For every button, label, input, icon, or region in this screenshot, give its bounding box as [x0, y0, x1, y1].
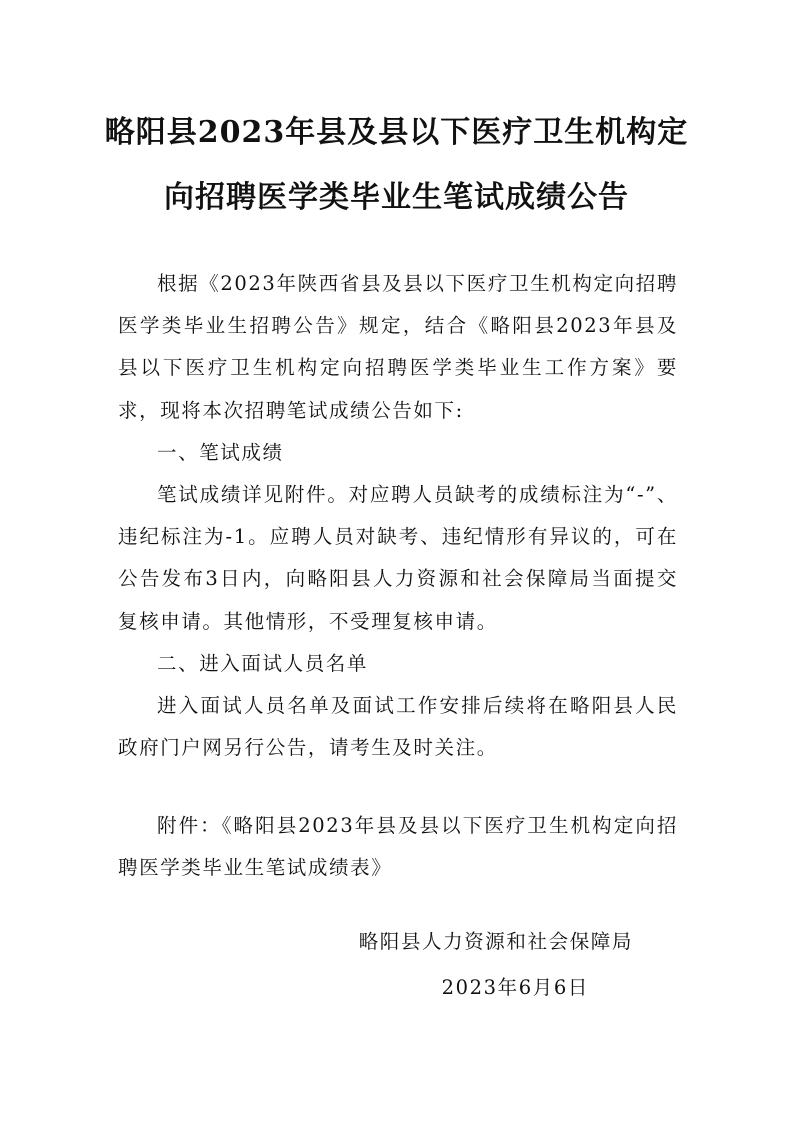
document-title-line-1: 略阳县2023年县及县以下医疗卫生机构定	[104, 115, 689, 150]
intro-paragraph: 根据《2023年陕西省县及县以下医疗卫生机构定向招聘医学类毕业生招聘公告》规定，结合《略阳县2023年县及县以下医疗卫生机构定向招聘医学类毕业生工作方案》要求，现将本次招聘笔试成绩公告如下:	[118, 272, 678, 422]
signature-organization: 略阳县人力资源和社会保障局	[358, 930, 633, 953]
section-1-heading: 一、笔试成绩	[157, 440, 284, 464]
attachment-block	[118, 805, 678, 889]
signature-date: 2023年6月6日	[441, 976, 589, 999]
document-body	[118, 263, 678, 769]
document-title-line-2: 向招聘医学类毕业生笔试成绩公告	[164, 180, 629, 215]
attachment-paragraph: 附件：《略阳县2023年县及县以下医疗卫生机构定向招聘医学类毕业生笔试成绩表》	[118, 814, 678, 880]
section-1-paragraph: 笔试成绩详见附件。对应聘人员缺考的成绩标注为“-”、违纪标注为-1。应聘人员对缺考、违纪情形有异议的，可在公告发布3日内，向略阳县人力资源和社会保障局当面提交复核申请。其他情形，不受理复核申请。	[118, 483, 678, 633]
section-2-heading: 二、进入面试人员名单	[157, 651, 369, 675]
section-2-paragraph: 进入面试人员名单及面试工作安排后续将在略阳县人民政府门户网另行公告，请考生及时关注。	[118, 694, 678, 760]
